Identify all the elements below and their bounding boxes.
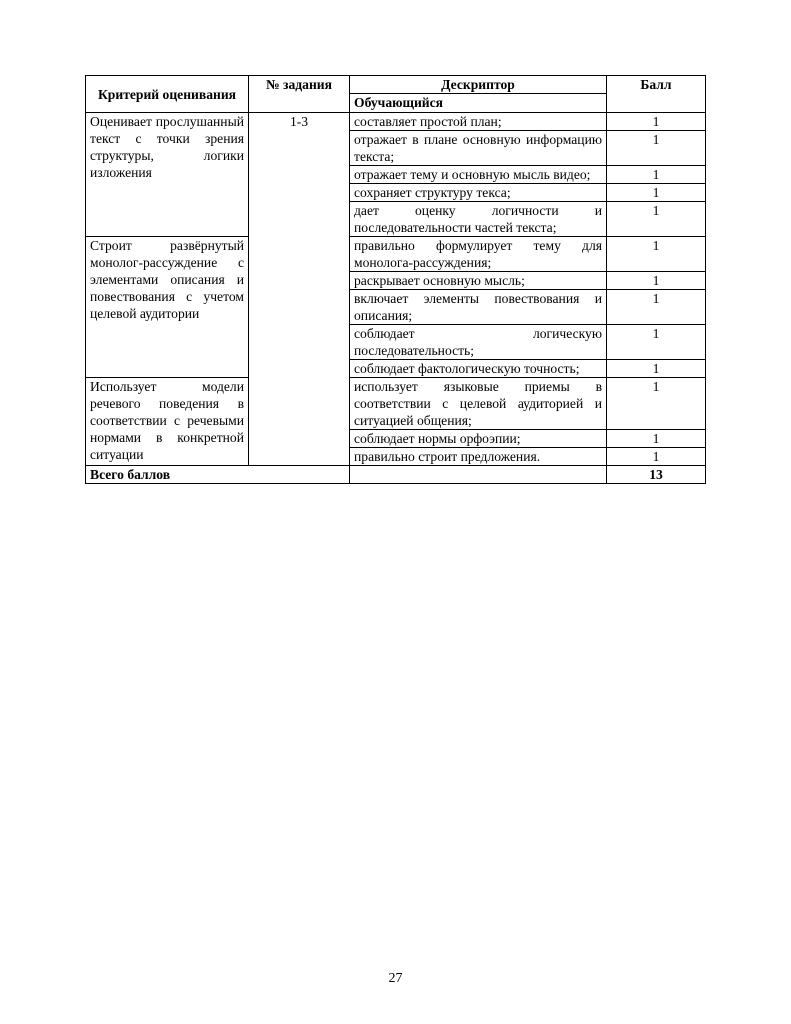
task-number-header: № задания	[249, 76, 350, 113]
table-row	[86, 113, 706, 131]
criterion-cell: Строит развёрнутый монолог-рассуждение с элементами описания и повествования с учетом целевой аудитории	[86, 237, 249, 378]
total-row	[86, 466, 706, 484]
task-number-cell: 1-3	[249, 113, 350, 466]
score-cell: 1	[607, 272, 706, 290]
descriptor-cell: использует языковые приемы в соответствии с целевой аудиторией и ситуацией общения;	[350, 378, 607, 430]
descriptor-cell: правильно строит предложения.	[350, 448, 607, 466]
descriptor-cell: соблюдает фактологическую точность;	[350, 360, 607, 378]
score-cell: 1	[607, 325, 706, 360]
criterion-header: Критерий оценивания	[86, 76, 249, 113]
score-cell: 1	[607, 430, 706, 448]
score-cell: 1	[607, 184, 706, 202]
table-row	[86, 378, 706, 430]
score-header: Балл	[607, 76, 706, 113]
assessment-rubric-table	[85, 75, 706, 484]
score-cell: 1	[607, 113, 706, 131]
criterion-cell: Использует модели речевого поведения в соответствии с речевыми нормами в конкретной ситуации	[86, 378, 249, 466]
score-cell: 1	[607, 290, 706, 325]
descriptor-subheader: Обучающийся	[350, 94, 607, 113]
descriptor-header: Дескриптор	[350, 76, 607, 94]
score-cell: 1	[607, 202, 706, 237]
total-score: 13	[607, 466, 706, 484]
score-cell: 1	[607, 448, 706, 466]
table-row	[86, 237, 706, 272]
total-empty-cell	[350, 466, 607, 484]
descriptor-cell: составляет простой план;	[350, 113, 607, 131]
total-label: Всего баллов	[86, 466, 350, 484]
descriptor-cell: дает оценку логичности и последовательности частей текста;	[350, 202, 607, 237]
descriptor-cell: сохраняет структуру текса;	[350, 184, 607, 202]
criterion-cell: Оценивает прослушанный текст с точки зрения структуры, логики изложения	[86, 113, 249, 237]
descriptor-cell: раскрывает основную мысль;	[350, 272, 607, 290]
score-cell: 1	[607, 378, 706, 430]
descriptor-cell: включает элементы повествования и описания;	[350, 290, 607, 325]
descriptor-cell: соблюдает нормы орфоэпии;	[350, 430, 607, 448]
score-cell: 1	[607, 360, 706, 378]
descriptor-cell: отражает в плане основную информацию текста;	[350, 131, 607, 166]
score-cell: 1	[607, 166, 706, 184]
header-row	[86, 76, 706, 94]
descriptor-cell: отражает тему и основную мысль видео;	[350, 166, 607, 184]
score-cell: 1	[607, 237, 706, 272]
page-number: 27	[388, 971, 403, 986]
descriptor-cell: соблюдает логическую последовательность;	[350, 325, 607, 360]
descriptor-cell: правильно формулирует тему для монолога-рассуждения;	[350, 237, 607, 272]
score-cell: 1	[607, 131, 706, 166]
